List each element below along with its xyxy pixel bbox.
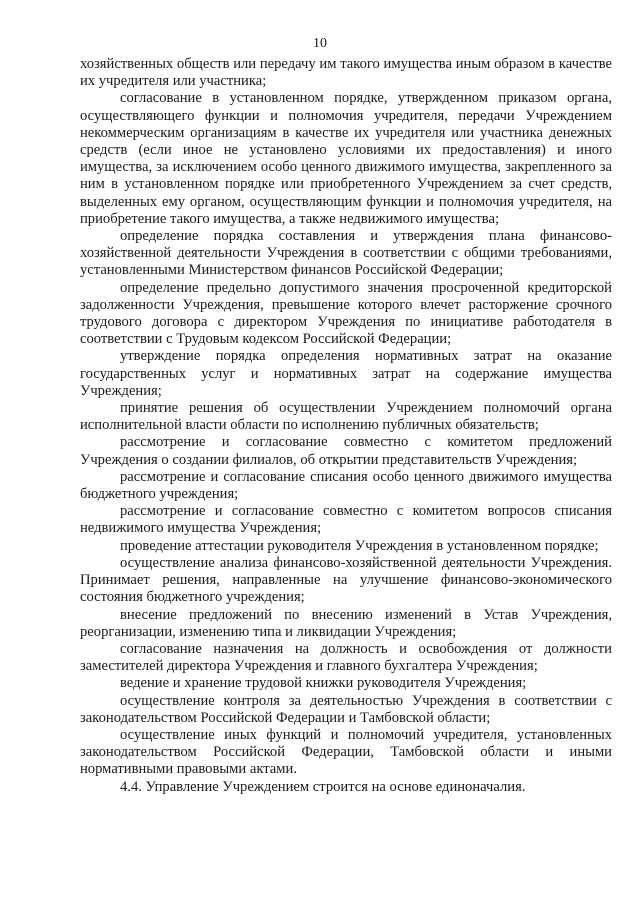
paragraph: осуществление иных функций и полномочий учредителя, установленных законодательством Российской Федерации, Тамбовской области и иными нормативными правовыми актами. <box>80 726 612 778</box>
paragraph: внесение предложений по внесению изменений в Устав Учреждения, реорганизации, изменению типа и ликвидации Учреждения; <box>80 606 612 640</box>
paragraph: согласование в установленном порядке, утвержденном приказом органа, осуществляющего функции и полномочия учредителя, передачи Учреждением некоммерческим организациям в качестве их учредителя или участника денежных средств (если иное не установлено условиями их предоставления) и иного имущества, за исключением особо ценного движимого имущества, закрепленного за ним в установленном порядке или приобретенного Учреждением за счет средств, выделенных ему органом, осуществляющим функции и полномочия учредителя, на приобретение такого имущества, а также недвижимого имущества; <box>80 90 612 227</box>
paragraph: 4.4. Управление Учреждением строится на основе единоначалия. <box>120 778 526 795</box>
paragraph: рассмотрение и согласование совместно с комитетом вопросов списания недвижимого имущества Учреждения; <box>80 503 612 537</box>
page-number: 10 <box>313 36 327 51</box>
paragraph: осуществление контроля за деятельностью Учреждения в соответствии с законодательством Российской Федерации и Тамбовской области; <box>80 692 612 726</box>
document-body <box>80 56 612 796</box>
paragraph: рассмотрение и согласование совместно с комитетом предложений Учреждения о создании филиалов, об открытии представительств Учреждения; <box>80 434 612 468</box>
paragraph: утверждение порядка определения нормативных затрат на оказание государственных услуг и нормативных затрат на содержание имущества Учреждения; <box>80 348 612 399</box>
paragraph: осуществление анализа финансово-хозяйственной деятельности Учреждения. Принимает решения, направленные на улучшение финансово-экономического состояния бюджетного учреждения; <box>80 554 612 606</box>
paragraph: определение предельно допустимого значения просроченной кредиторской задолженности Учреждения, превышение которого влечет расторжение срочного трудового договора с директором Учреждения по инициативе работодателя в соответствии с Трудовым кодексом Российской Федерации; <box>80 279 612 348</box>
paragraph: проведение аттестации руководителя Учреждения в установленном порядке; <box>120 537 599 554</box>
paragraph: определение порядка составления и утверждения плана финансово-хозяйственной деятельности Учреждения в соответствии с общими требованиями, установленными Министерством финансов Российской Федерации; <box>80 228 612 279</box>
paragraph: ведение и хранение трудовой книжки руководителя Учреждения; <box>120 675 527 692</box>
paragraph: хозяйственных обществ или передачу им такого имущества иным образом в качестве их учредителя или участника; <box>80 56 612 90</box>
paragraph: согласование назначения на должность и освобождения от должности заместителей директора Учреждения и главного бухгалтера Учреждения; <box>80 640 612 675</box>
paragraph: принятие решения об осуществлении Учреждением полномочий органа исполнительной власти области по исполнению публичных обязательств; <box>80 400 612 434</box>
paragraph: рассмотрение и согласование списания особо ценного движимого имущества бюджетного учреждения; <box>80 468 612 503</box>
